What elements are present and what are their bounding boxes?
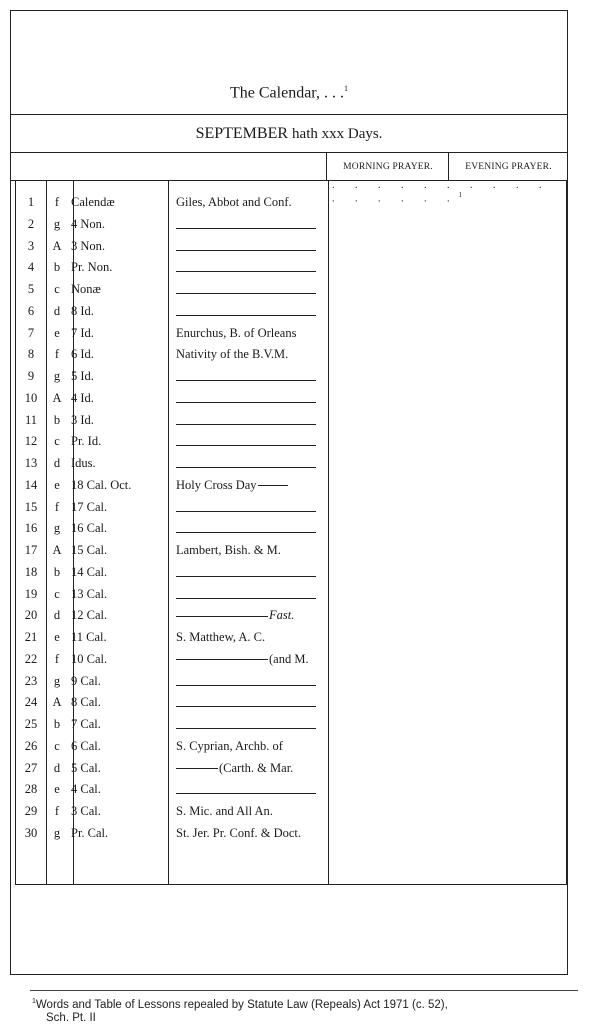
dominical-letter: f — [54, 195, 60, 209]
saint-text: S. Mic. and All An. — [176, 804, 273, 818]
day-number: 8 — [27, 347, 35, 362]
roman-date: Pr. Non. — [71, 260, 113, 275]
roman-date: 7 Id. — [71, 325, 94, 340]
blank-rule — [176, 576, 316, 577]
table-row — [16, 801, 328, 822]
saint-entry — [176, 475, 326, 496]
roman-date: 11 Cal. — [71, 630, 107, 644]
footnote-mark: 1 — [32, 998, 36, 1005]
day-number: 29 — [24, 804, 38, 818]
roman-date: 8 Id. — [71, 303, 94, 318]
saint-text: S. Matthew, A. C. — [176, 630, 266, 644]
table-row — [16, 714, 328, 735]
calendar-table-body — [15, 180, 567, 885]
day-number: 7 — [27, 325, 35, 340]
lessons-note-mark: 1 — [458, 191, 462, 199]
blank-rule — [176, 445, 316, 446]
blank-rule — [176, 728, 316, 729]
dominical-letter: g — [53, 521, 61, 536]
dash-rule — [176, 616, 268, 617]
dominical-letter: A — [52, 695, 62, 710]
blank-rule — [176, 511, 316, 512]
dominical-letter: e — [54, 782, 60, 797]
blank-rule — [176, 706, 316, 707]
dominical-letter: A — [52, 543, 62, 557]
saint-text: (and M. — [269, 651, 309, 666]
title-note-mark: 1 — [343, 83, 348, 93]
day-number: 22 — [24, 651, 38, 666]
table-row — [16, 323, 328, 344]
roman-date: 10 Cal. — [71, 651, 108, 666]
roman-date: 13 Cal. — [71, 586, 108, 601]
roman-date: 5 Cal. — [71, 760, 101, 775]
table-row — [16, 453, 328, 474]
dominical-letter: b — [53, 260, 61, 275]
roman-date: 8 Cal. — [71, 695, 101, 710]
table-row — [16, 671, 328, 692]
dominical-letter: A — [52, 238, 62, 253]
footnote-line-2: Sch. Pt. II — [46, 1011, 96, 1024]
saint-entry — [176, 192, 326, 213]
saint-text: Holy Cross Day — [176, 477, 257, 492]
saint-entry — [176, 736, 326, 757]
blank-rule — [176, 685, 316, 686]
roman-date: 9 Cal. — [71, 673, 101, 688]
dominical-letter: d — [53, 608, 61, 623]
day-number: 1 — [27, 195, 35, 209]
table-row — [16, 344, 328, 365]
day-number: 9 — [27, 369, 35, 383]
roman-date: 7 Cal. — [71, 717, 101, 731]
day-number: 10 — [24, 390, 38, 405]
blank-rule — [176, 271, 316, 272]
roman-date: 3 Id. — [71, 412, 94, 427]
blank-rule — [176, 402, 316, 403]
footnote-rule — [30, 990, 578, 991]
lessons-dots — [332, 180, 566, 204]
morning-prayer-header: MORNING PRAYER. — [326, 153, 449, 181]
blank-rule — [176, 293, 316, 294]
saint-entry — [176, 758, 326, 779]
dominical-letter: f — [54, 347, 60, 362]
title-area — [11, 11, 567, 115]
table-row — [16, 692, 328, 713]
dominical-letter: e — [54, 325, 60, 340]
day-number: 17 — [24, 543, 38, 557]
roman-date: 4 Id. — [71, 390, 94, 405]
day-number: 16 — [24, 521, 38, 536]
dominical-letter: b — [53, 412, 61, 427]
saint-entry — [176, 801, 326, 822]
day-number: 15 — [24, 499, 38, 514]
day-number: 12 — [24, 434, 38, 449]
page-title — [11, 84, 567, 102]
dominical-letter: e — [54, 477, 60, 492]
table-row — [16, 279, 328, 300]
table-row — [16, 779, 328, 800]
saint-text: Enurchus, B. of Orleans — [176, 325, 297, 340]
dominical-letter: d — [53, 456, 61, 470]
day-number: 3 — [27, 238, 35, 253]
table-row — [16, 518, 328, 539]
blank-rule — [176, 228, 316, 229]
roman-date: Idus. — [71, 456, 96, 470]
saint-entry — [176, 823, 326, 844]
table-row — [16, 431, 328, 452]
footnote-line-1: Words and Table of Lessons repealed by Statute Law (Repeals) Act 1971 (c. 52), — [35, 998, 448, 1011]
dominical-letter: d — [53, 760, 61, 775]
day-number: 21 — [24, 630, 38, 644]
dominical-letter: f — [54, 651, 60, 666]
table-row — [16, 736, 328, 757]
roman-date: 16 Cal. — [71, 521, 108, 536]
day-number: 25 — [24, 717, 38, 731]
table-row — [16, 301, 328, 322]
saint-entry — [176, 605, 326, 626]
dominical-letter: c — [54, 282, 60, 296]
dominical-letter: c — [54, 586, 60, 601]
table-row — [16, 823, 328, 844]
blank-rule — [176, 532, 316, 533]
dash-rule — [176, 768, 218, 769]
dash-rule — [176, 659, 268, 660]
day-number: 4 — [27, 260, 35, 275]
roman-date: 12 Cal. — [71, 608, 108, 623]
saint-entry — [176, 540, 326, 561]
day-number: 13 — [24, 456, 38, 470]
roman-date: 18 Cal. Oct. — [71, 477, 132, 492]
roman-date: Pr. Cal. — [71, 825, 109, 840]
saint-entry — [176, 649, 326, 670]
roman-date: 6 Cal. — [71, 738, 101, 753]
dominical-letter: g — [53, 216, 61, 231]
blank-rule — [176, 315, 316, 316]
roman-date: 3 Cal. — [71, 804, 101, 818]
saint-entry — [176, 627, 326, 648]
day-number: 30 — [24, 825, 38, 840]
dominical-letter: d — [53, 303, 61, 318]
table-row — [16, 758, 328, 779]
roman-date: 15 Cal. — [71, 543, 108, 557]
table-row — [16, 475, 328, 496]
day-number: 20 — [24, 608, 38, 623]
title-text: The Calendar, . . . — [230, 84, 344, 101]
saint-text: St. Jer. Pr. Conf. & Doct. — [176, 825, 302, 840]
roman-date: 4 Cal. — [71, 782, 101, 797]
table-row — [16, 388, 328, 409]
roman-date: Pr. Id. — [71, 434, 102, 449]
day-number: 6 — [27, 303, 35, 318]
saint-text: Giles, Abbot and Conf. — [176, 195, 292, 209]
roman-date: Nonæ — [71, 282, 101, 296]
month-name: SEPTEMBER — [195, 125, 289, 142]
day-number: 11 — [24, 412, 38, 427]
table-row — [16, 584, 328, 605]
dominical-letter: f — [54, 499, 60, 514]
table-row — [16, 236, 328, 257]
roman-date: 17 Cal. — [71, 499, 108, 514]
roman-date: 6 Id. — [71, 347, 94, 362]
day-number: 26 — [24, 738, 38, 753]
table-row — [16, 540, 328, 561]
roman-date: 3 Non. — [71, 238, 106, 253]
column-header-row — [11, 153, 567, 181]
saint-text: Nativity of the B.V.M. — [176, 347, 289, 362]
day-number: 27 — [24, 760, 38, 775]
day-number: 14 — [24, 477, 38, 492]
dash-rule — [258, 485, 288, 486]
blank-rule — [176, 380, 316, 381]
day-number: 19 — [24, 586, 38, 601]
dominical-letter: g — [53, 673, 61, 688]
table-row — [16, 410, 328, 431]
day-number: 28 — [24, 782, 38, 797]
dominical-letter: g — [53, 369, 61, 383]
table-row — [16, 214, 328, 235]
roman-date: 14 Cal. — [71, 564, 108, 579]
roman-date: 5 Id. — [71, 369, 94, 383]
month-days: hath xxx Days. — [292, 126, 383, 142]
divider-saint-lessons — [328, 180, 329, 884]
saint-text: S. Cyprian, Archb. of — [176, 738, 283, 753]
blank-rule — [176, 424, 316, 425]
dominical-letter: b — [53, 564, 61, 579]
blank-rule — [176, 598, 316, 599]
dominical-letter: c — [54, 738, 60, 753]
dominical-letter: A — [52, 390, 62, 405]
day-number: 24 — [24, 695, 38, 710]
lessons-dots-text: . . . . . . . . . . . . . . . . — [332, 180, 551, 205]
table-row — [16, 366, 328, 387]
day-number: 23 — [24, 673, 38, 688]
table-row — [16, 257, 328, 278]
dominical-letter: f — [54, 804, 60, 818]
blank-rule — [176, 793, 316, 794]
roman-date: 4 Non. — [71, 216, 106, 231]
table-row — [16, 605, 328, 626]
roman-date: Calendæ — [71, 195, 115, 209]
blank-rule — [176, 250, 316, 251]
saint-text: Lambert, Bish. & M. — [176, 543, 281, 557]
footnote — [32, 995, 582, 1025]
dominical-letter: e — [54, 630, 60, 644]
saint-entry — [176, 344, 326, 365]
blank-rule — [176, 467, 316, 468]
month-heading — [11, 115, 567, 153]
saint-text: Fast. — [269, 608, 295, 623]
dominical-letter: b — [53, 717, 61, 731]
saint-text: (Carth. & Mar. — [219, 760, 294, 775]
table-row — [16, 497, 328, 518]
day-number: 5 — [27, 282, 35, 296]
table-row — [16, 627, 328, 648]
table-row — [16, 562, 328, 583]
dominical-letter: c — [54, 434, 60, 449]
day-number: 18 — [24, 564, 38, 579]
saint-entry — [176, 323, 326, 344]
table-row — [16, 192, 328, 213]
evening-prayer-header: EVENING PRAYER. — [448, 153, 568, 181]
day-number: 2 — [27, 216, 35, 231]
dominical-letter: g — [53, 825, 61, 840]
table-row — [16, 649, 328, 670]
